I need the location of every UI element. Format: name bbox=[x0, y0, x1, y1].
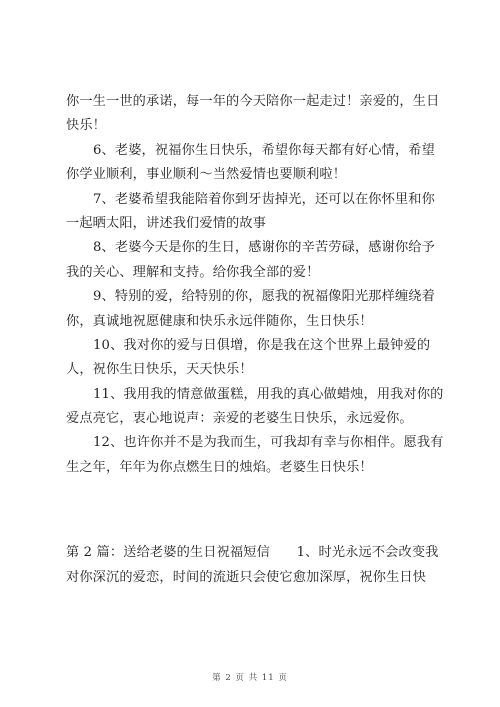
wish-item-8: 8、老婆今天是你的生日，感谢你的辛苦劳碌，感谢你给予 bbox=[93, 240, 435, 256]
paragraph-line: 我的关心、理解和支持。给你我全部的爱！ bbox=[66, 264, 320, 280]
section-heading-line: 第 2 篇：送给老婆的生日祝福短信 1、时光永远不会改变我 bbox=[66, 545, 439, 561]
paragraph-line: 你，真诚地祝愿健康和快乐永远伴随你，生日快乐！ bbox=[66, 313, 373, 329]
paragraph-line: 人，祝你生日快乐，天天快乐！ bbox=[66, 362, 253, 378]
section-spacer bbox=[66, 480, 438, 541]
wish-item-9: 9、特别的爱，给特别的你，愿我的祝福像阳光那样缠绕着 bbox=[93, 289, 435, 305]
paragraph-line: 你一生一世的承诺，每一年的今天陪你一起走过！亲爱的，生日 bbox=[66, 94, 440, 109]
paragraph-line: 一起晒太阳，讲述我们爱情的故事 bbox=[66, 215, 267, 231]
paragraph-line: 生之年，年年为你点燃生日的烛焰。老婆生日快乐！ bbox=[66, 459, 373, 475]
wish-item-10: 10、我对你的爱与日俱增，你是我在这个世界上最钟爱的 bbox=[93, 337, 431, 353]
wish-item-11: 11、我用我的情意做蛋糕，用我的真心做蜡烛，用我对你的 bbox=[93, 386, 444, 402]
page-number: 第 2 页 共 11 页 bbox=[212, 673, 288, 683]
paragraph-line: 爱点亮它，衷心地说声：亲爱的老婆生日快乐，永远爱你。 bbox=[66, 411, 413, 427]
paragraph-line: 快乐！ bbox=[66, 118, 107, 134]
wish-item-7: 7、老婆希望我能陪着你到牙齿掉光，还可以在你怀里和你 bbox=[93, 191, 435, 207]
paragraph-line: 你学业顺利，事业顺利～当然爱情也要顺利啦！ bbox=[66, 167, 347, 183]
wish-item-12: 12、也许你并不是为我而生，可我却有幸与你相伴。愿我有 bbox=[93, 435, 444, 451]
wish-item-6: 6、老婆，祝福你生日快乐，希望你每天都有好心情，希望 bbox=[93, 142, 435, 158]
paragraph-line: 对你深沉的爱恋，时间的流逝只会使它愈加深厚，祝你生日快 bbox=[66, 569, 427, 585]
document-body bbox=[66, 90, 444, 590]
